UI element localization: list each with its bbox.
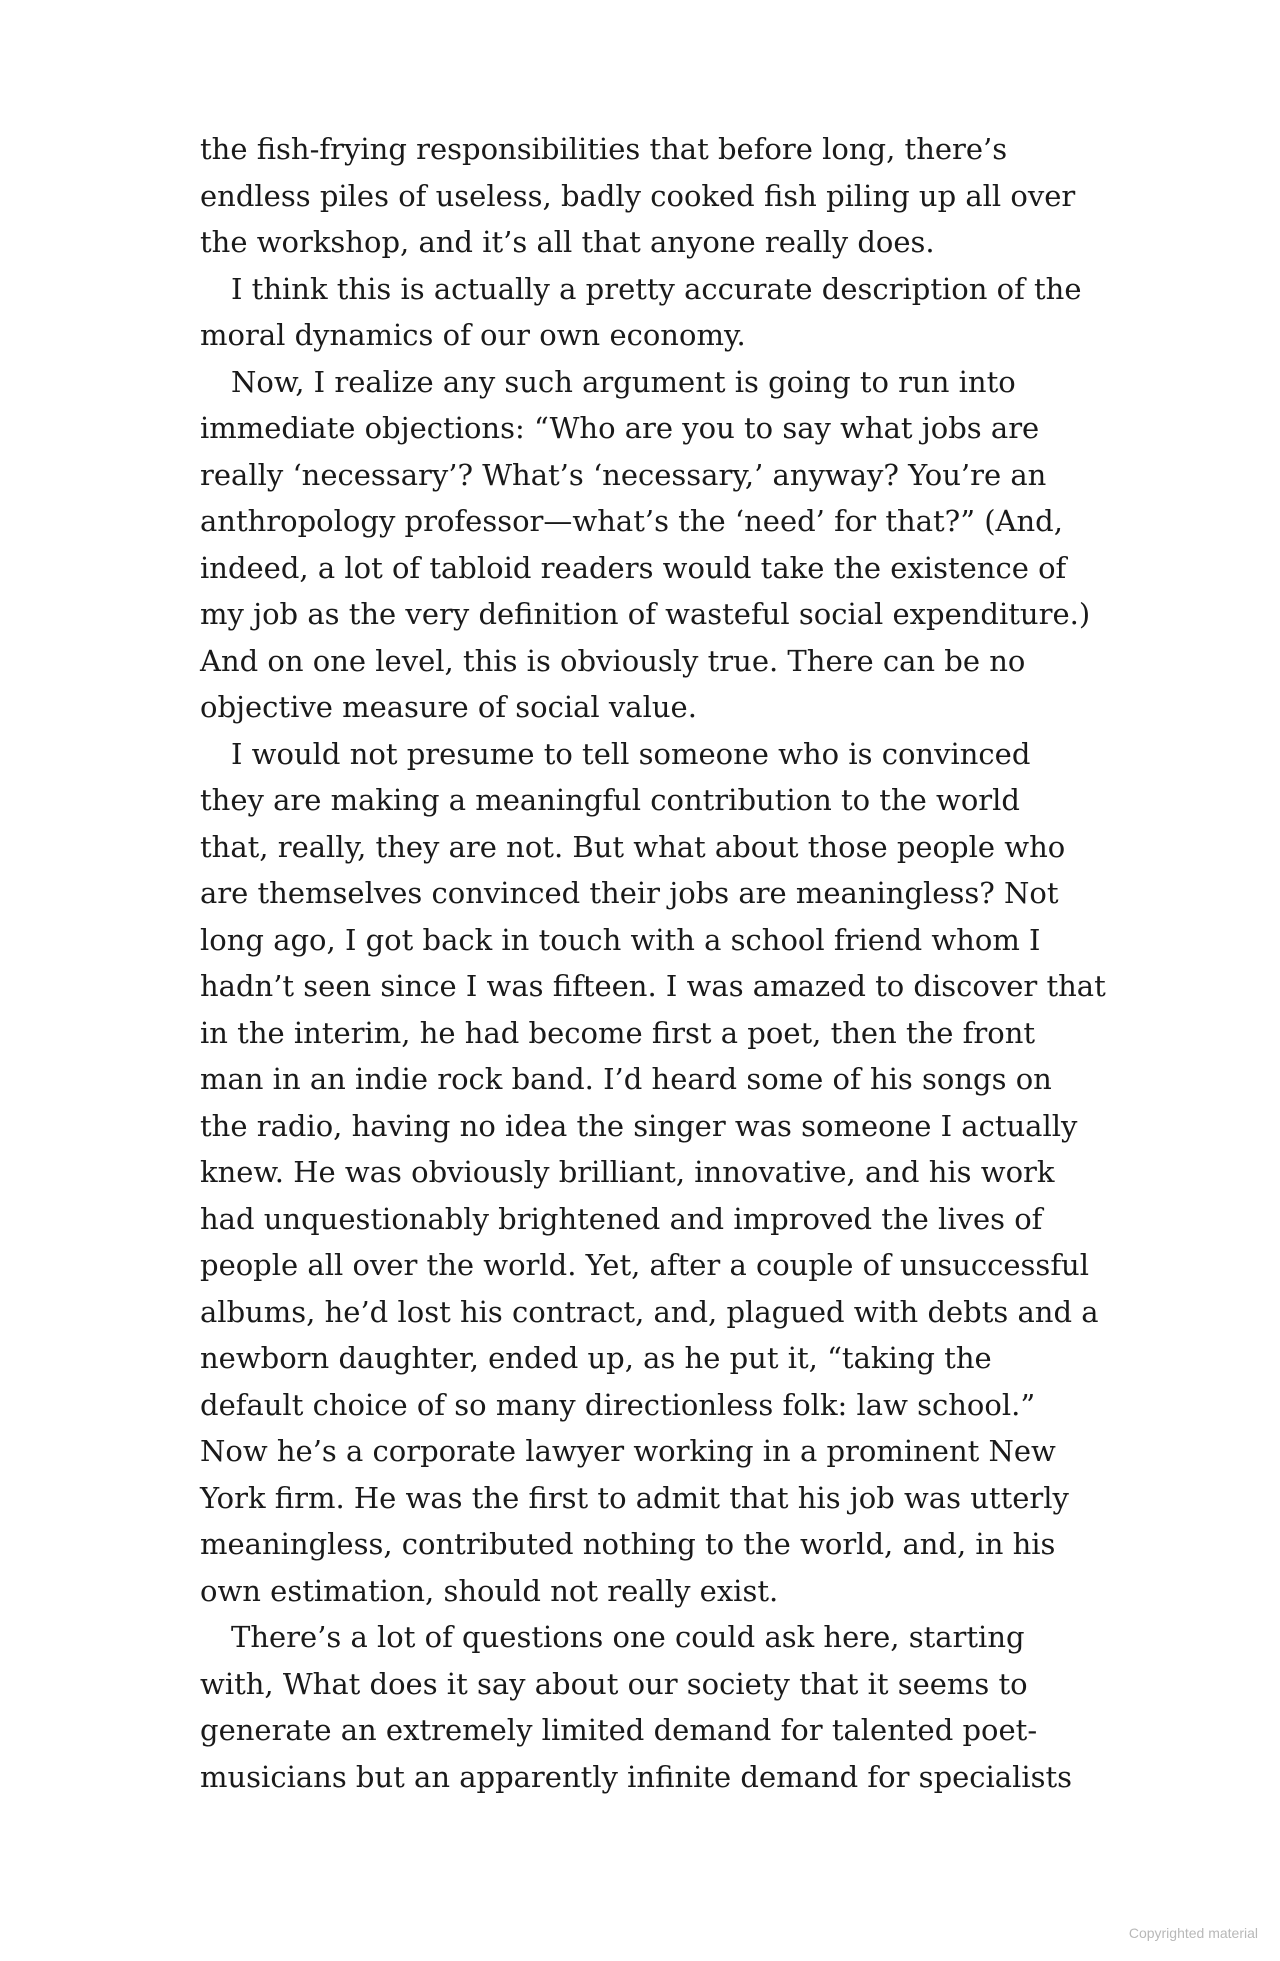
text-line: York firm. He was the first to admit that his job was utterly: [200, 1480, 1069, 1515]
text-line: with, What does it say about our society that it seems to: [200, 1666, 1028, 1701]
text-line: indeed, a lot of tabloid readers would take the existence of: [200, 550, 1067, 585]
text-line: in the interim, he had become first a poet, then the front: [200, 1015, 1036, 1050]
text-line: Now, I realize any such argument is going to run into: [231, 364, 1016, 399]
text-line: that, really, they are not. But what about those people who: [200, 829, 1066, 864]
text-line: Now he’s a corporate lawyer working in a prominent New: [200, 1434, 1056, 1468]
text-line: the radio, having no idea the singer was someone I actually: [200, 1108, 1078, 1143]
text-line: are themselves convinced their jobs are meaningless? Not: [200, 876, 1059, 910]
text-line: really ‘necessary’? What’s ‘necessary,’ anyway? You’re an: [200, 457, 1047, 492]
text-line: albums, he’d lost his contract, and, plagued with debts and a: [200, 1294, 1099, 1329]
text-line: immediate objections: “Who are you to say what jobs are: [200, 411, 1040, 445]
text-line: There’s a lot of questions one could ask here, starting: [231, 1620, 1025, 1654]
text-line: the workshop, and it’s all that anyone really does.: [200, 225, 935, 259]
text-line: they are making a meaningful contribution to the world: [200, 783, 1021, 817]
text-line: newborn daughter, ended up, as he put it, “taking the: [200, 1341, 992, 1375]
text-line: people all over the world. Yet, after a couple of unsuccessful: [200, 1248, 1090, 1282]
text-line: objective measure of social value.: [200, 690, 697, 724]
text-line: anthropology professor—what’s the ‘need’ for that?” (And,: [200, 504, 1063, 538]
text-line: the fish-frying responsibilities that before long, there’s: [200, 132, 1008, 166]
text-line: meaningless, contributed nothing to the world, and, in his: [200, 1527, 1056, 1561]
text-line: my job as the very definition of wasteful social expenditure.): [200, 597, 1091, 631]
text-line: hadn’t seen since I was fifteen. I was amazed to discover that: [200, 969, 1106, 1003]
text-line: I would not presume to tell someone who is convinced: [231, 736, 1031, 771]
text-line: man in an indie rock band. I’d heard some of his songs on: [200, 1062, 1052, 1096]
copyright-watermark: Copyrighted material: [1128, 1925, 1258, 1941]
text-line: had unquestionably brightened and improved the lives of: [200, 1201, 1043, 1236]
text-line: generate an extremely limited demand for talented poet-: [200, 1713, 1038, 1747]
text-line: long ago, I got back in touch with a school friend whom I: [200, 922, 1041, 957]
text-line: own estimation, should not really exist.: [200, 1573, 779, 1608]
text-line: knew. He was obviously brilliant, innovative, and his work: [200, 1155, 1055, 1189]
text-line: default choice of so many directionless folk: law school.”: [200, 1387, 1036, 1422]
text-line: And on one level, this is obviously true. There can be no: [200, 643, 1026, 678]
body-text: [200, 126, 1106, 1800]
text-line: musicians but an apparently infinite demand for specialists: [200, 1759, 1073, 1794]
text-line: endless piles of useless, badly cooked fish piling up all over: [200, 178, 1076, 213]
text-line: I think this is actually a pretty accurate description of the: [231, 271, 1082, 306]
text-line: moral dynamics of our own economy.: [200, 318, 746, 352]
